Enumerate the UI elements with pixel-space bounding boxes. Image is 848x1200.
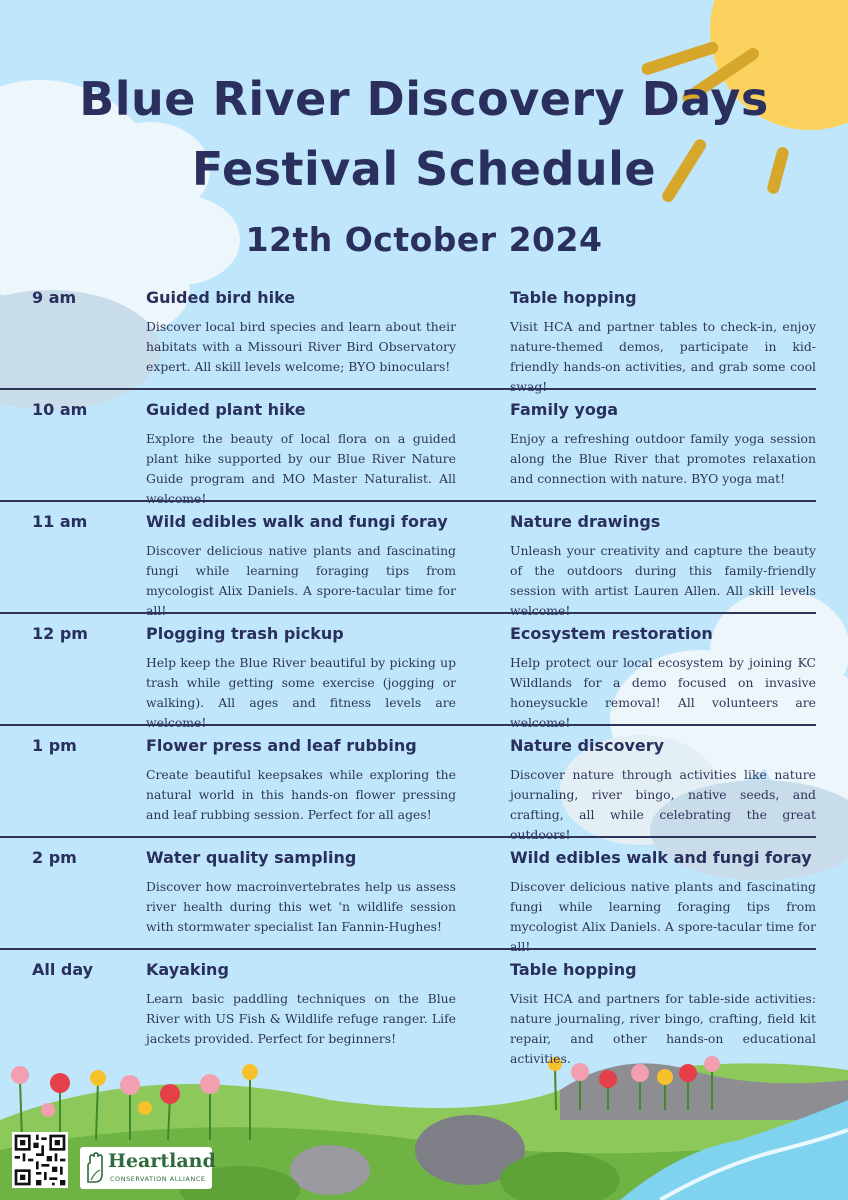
activity-title: Wild edibles walk and fungi foray xyxy=(510,848,812,867)
activity-title: Water quality sampling xyxy=(146,848,357,867)
time-slot: 10 am xyxy=(32,400,88,419)
activity-title: Wild edibles walk and fungi foray xyxy=(146,512,448,531)
qr-code-icon[interactable] xyxy=(12,1132,68,1188)
activity-card xyxy=(510,512,816,621)
activity-card xyxy=(146,848,456,937)
activity-description: Unleash your creativity and capture the beauty of the outdoors during this family-friendly session with artist Lauren Allen. All skill levels welcome! xyxy=(510,543,816,618)
activity-description: Enjoy a refreshing outdoor family yoga session along the Blue River that promotes relaxation and connection with nature. BYO yoga mat! xyxy=(510,431,816,486)
schedule-row xyxy=(0,614,816,730)
activity-title: Flower press and leaf rubbing xyxy=(146,736,417,755)
schedule-row xyxy=(0,950,848,1066)
activity-title: Plogging trash pickup xyxy=(146,624,344,643)
activity-title: Guided plant hike xyxy=(146,400,306,419)
activity-card xyxy=(510,400,816,489)
schedule-row xyxy=(0,838,816,954)
activity-description: Discover nature through activities like nature journaling, river bingo, native seeds, and crafting, all while celebrating the great outdoors! xyxy=(510,767,816,842)
event-date: 12th October 2024 xyxy=(245,220,603,259)
activity-description: Create beautiful keepsakes while exploring the natural world in this hands-on flower pressing and leaf rubbing session. Perfect for all ages! xyxy=(146,767,456,822)
activity-description: Discover local bird species and learn about their habitats with a Missouri River Bird Observatory expert. All skill levels welcome; BYO binoculars! xyxy=(146,319,456,374)
schedule-row xyxy=(0,726,816,842)
page-title-line-2: Festival Schedule xyxy=(191,142,657,196)
logo-name: Heartland xyxy=(108,1150,216,1172)
activity-title: Guided bird hike xyxy=(146,288,296,307)
activity-card xyxy=(146,736,456,825)
logo-tagline: CONSERVATION ALLIANCE xyxy=(110,1175,206,1183)
activity-description: Learn basic paddling techniques on the Blue River with US Fish & Wildlife refuge ranger. Life jackets provided. Perfect for beginners! xyxy=(146,991,456,1046)
activity-description: Visit HCA and partner tables to check-in, enjoy nature-themed demos, participate in kid-friendly hands-on activities, and grab some cool swag! xyxy=(510,319,816,394)
hand-logo-icon xyxy=(84,1152,106,1184)
activity-description: Help keep the Blue River beautiful by picking up trash while getting some exercise (jogging or walking). All ages and fitness levels are welcome! xyxy=(146,655,456,730)
activity-card xyxy=(510,736,816,845)
heartland-logo[interactable] xyxy=(80,1147,216,1189)
time-slot: 1 pm xyxy=(32,736,77,755)
activity-description: Help protect our local ecosystem by joining KC Wildlands for a demo focused on invasive honeysuckle removal! All volunteers are welcome! xyxy=(510,655,816,730)
activity-description: Discover delicious native plants and fascinating fungi while learning foraging tips from mycologist Alix Daniels. A spore-tacular time for all! xyxy=(510,879,816,954)
activity-title: Ecosystem restoration xyxy=(510,624,713,643)
activity-card xyxy=(510,848,816,957)
activity-description: Explore the beauty of local flora on a guided plant hike supported by our Blue River Nature Guide program and MO Master Naturalist. All welcome! xyxy=(146,431,456,506)
activity-card xyxy=(510,960,816,1069)
page-title-line-1: Blue River Discovery Days xyxy=(79,72,769,126)
activity-card xyxy=(146,624,456,733)
activity-title: Table hopping xyxy=(510,288,637,307)
activity-title: Nature discovery xyxy=(510,736,665,755)
time-slot: 9 am xyxy=(32,288,77,307)
activity-card xyxy=(146,512,456,621)
activity-title: Family yoga xyxy=(510,400,619,419)
activity-card xyxy=(510,624,816,733)
schedule-row xyxy=(0,502,816,618)
schedule-row xyxy=(0,390,816,506)
activity-card xyxy=(510,288,816,397)
activity-card xyxy=(146,960,456,1049)
activity-description: Discover delicious native plants and fascinating fungi while learning foraging tips from mycologist Alix Daniels. A spore-tacular time for all! xyxy=(146,543,456,618)
activity-description: Visit HCA and partners for table-side activities: nature journaling, river bingo, crafting, field kit repair, and other hands-on educational activities. xyxy=(510,991,816,1066)
schedule-table xyxy=(0,278,848,1066)
activity-card xyxy=(146,288,456,377)
activity-title: Table hopping xyxy=(510,960,637,979)
activity-description: Discover how macroinvertebrates help us assess river health during this wet 'n wildlife session with stormwater specialist Ian Fannin-Hughes! xyxy=(146,879,456,934)
schedule-row xyxy=(0,278,816,394)
activity-title: Kayaking xyxy=(146,960,229,979)
activity-title: Nature drawings xyxy=(510,512,661,531)
time-slot: All day xyxy=(32,960,94,979)
activity-card xyxy=(146,400,456,509)
time-slot: 12 pm xyxy=(32,624,88,643)
time-slot: 2 pm xyxy=(32,848,77,867)
time-slot: 11 am xyxy=(32,512,88,531)
